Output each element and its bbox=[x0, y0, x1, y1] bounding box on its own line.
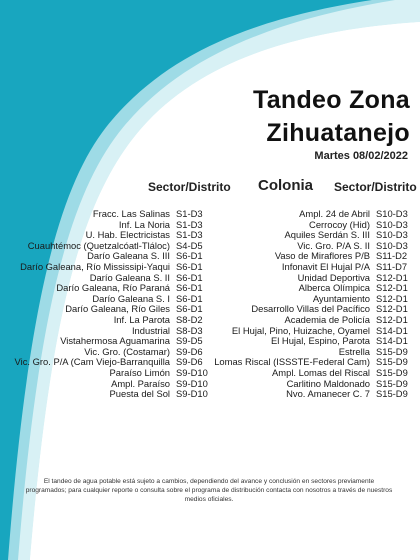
colonia-name: Nvo. Amanecer C. 7 bbox=[286, 388, 370, 400]
sector-code: S15-D9 bbox=[376, 388, 408, 400]
colonia-name: Estrella bbox=[338, 345, 370, 357]
colonia-name: Ampl. 24 de Abril bbox=[299, 208, 370, 219]
footnote-disclaimer: El tandeo de agua potable está sujeto a cambios, dependiendo del avance y conclusión en sectores previamente programados; para cualquier reporte o consulta sobre el programa de distribución contacta con nosotros a través de nuestros medios oficiales. bbox=[25, 478, 393, 503]
colonia-name: Vic. Gro. P/A (Cam Viejo-Barranquilla bbox=[14, 356, 170, 368]
colonia-name: Desarrollo Villas del Pacífico bbox=[251, 303, 370, 315]
page-title-line-2: Zihuatanejo bbox=[266, 119, 410, 147]
header-sector-right: Sector/Distrito bbox=[334, 180, 417, 194]
right-schedule-list bbox=[196, 209, 420, 400]
sector-code: S10-D3 bbox=[376, 218, 408, 230]
colonia-name: Darío Galeana, Río Mississipi-Yaqui bbox=[20, 260, 170, 272]
colonia-name: Darío Galeana S. I bbox=[92, 292, 170, 304]
sector-code: S15-D9 bbox=[376, 356, 408, 368]
colonia-name: El Hujal, Pino, Huizache, Oyamel bbox=[231, 324, 370, 336]
sector-code: S14-D1 bbox=[376, 335, 408, 347]
sector-code: S12-D1 bbox=[376, 303, 408, 315]
colonia-name: Academia de Policía bbox=[284, 313, 370, 325]
sector-code: S6-D1 bbox=[176, 260, 203, 272]
sector-code: S6-D1 bbox=[176, 271, 203, 283]
colonia-name: Inf. La Noria bbox=[118, 218, 170, 230]
sector-code: S4-D5 bbox=[176, 239, 203, 251]
colonia-name: Aquiles Serdán S. III bbox=[284, 229, 370, 241]
colonia-name: Darío Galeana S. III bbox=[87, 250, 170, 262]
sector-code: S9-D10 bbox=[176, 366, 208, 378]
sector-code: S9-D5 bbox=[176, 335, 203, 347]
schedule-date: Martes 08/02/2022 bbox=[314, 150, 408, 162]
colonia-name: Lomas Riscal (ISSSTE-Federal Cam) bbox=[214, 356, 370, 368]
colonia-name: Ayuntamiento bbox=[312, 292, 370, 304]
colonia-name: El Hujal, Espino, Parota bbox=[270, 335, 370, 347]
sector-code: S10-D3 bbox=[376, 239, 408, 251]
sector-code: S1-D3 bbox=[176, 218, 203, 230]
sector-code: S15-D9 bbox=[376, 345, 408, 357]
sector-code: S8-D3 bbox=[176, 324, 203, 336]
colonia-name: Cuauhtémoc (Quetzalcóatl-Tláloc) bbox=[27, 239, 170, 251]
list-item bbox=[196, 315, 420, 326]
sector-code: S12-D1 bbox=[376, 282, 408, 294]
sector-code: S9-D10 bbox=[176, 377, 208, 389]
colonia-name: Paraíso Limón bbox=[109, 366, 170, 378]
sector-code: S6-D1 bbox=[176, 250, 203, 262]
sector-code: S6-D1 bbox=[176, 292, 203, 304]
colonia-name: Unidad Deportiva bbox=[297, 271, 370, 283]
sector-code: S15-D9 bbox=[376, 366, 408, 378]
colonia-name: Darío Galeana S. II bbox=[89, 271, 170, 283]
sector-code: S9-D10 bbox=[176, 388, 208, 400]
list-item bbox=[196, 389, 420, 400]
sector-code: S15-D9 bbox=[376, 377, 408, 389]
colonia-name: Darío Galeana, Río Paraná bbox=[56, 282, 170, 294]
sector-code: S10-D3 bbox=[376, 208, 408, 219]
sector-code: S6-D1 bbox=[176, 282, 203, 294]
colonia-name: Industrial bbox=[131, 324, 170, 336]
colonia-name: Carlitino Maldonado bbox=[286, 377, 370, 389]
sector-code: S11-D7 bbox=[376, 260, 408, 272]
colonia-name: Ampl. Paraíso bbox=[111, 377, 170, 389]
colonia-name: Vic. Gro. P/A S. II bbox=[297, 239, 370, 251]
list-item bbox=[196, 209, 420, 220]
sector-code: S6-D1 bbox=[176, 303, 203, 315]
colonia-name: Inf. La Parota bbox=[113, 313, 170, 325]
sector-code: S10-D3 bbox=[376, 229, 408, 241]
colonia-name: Alberca Olímpica bbox=[298, 282, 370, 294]
colonia-name: Vistahermosa Aguamarina bbox=[60, 335, 170, 347]
colonia-name: Infonavit El Hujal P/A bbox=[281, 260, 370, 272]
sector-code: S12-D1 bbox=[376, 292, 408, 304]
colonia-name: U. Hab. Electricistas bbox=[85, 229, 170, 241]
sector-code: S14-D1 bbox=[376, 324, 408, 336]
sector-code: S12-D1 bbox=[376, 271, 408, 283]
sector-code: S1-D3 bbox=[176, 208, 203, 219]
list-item bbox=[196, 368, 420, 379]
colonia-name: Vaso de Miraflores P/B bbox=[274, 250, 370, 262]
sector-code: S1-D3 bbox=[176, 229, 203, 241]
colonia-name: Cerrocoy (Hid) bbox=[309, 218, 370, 230]
page-title-line-1: Tandeo Zona bbox=[253, 86, 410, 114]
colonia-name: Fracc. Las Salinas bbox=[92, 208, 170, 219]
list-item bbox=[196, 262, 420, 273]
header-colonia: Colonia bbox=[258, 177, 313, 194]
sector-code: S12-D1 bbox=[376, 313, 408, 325]
colonia-name: Darío Galeana, Río Giles bbox=[65, 303, 170, 315]
header-sector-left: Sector/Distrito bbox=[148, 180, 231, 194]
sector-code: S8-D2 bbox=[176, 313, 203, 325]
colonia-name: Puesta del Sol bbox=[109, 388, 170, 400]
sector-code: S9-D6 bbox=[176, 345, 203, 357]
colonia-name: Vic. Gro. (Costamar) bbox=[84, 345, 170, 357]
colonia-name: Ampl. Lomas del Riscal bbox=[272, 366, 370, 378]
sector-code: S9-D6 bbox=[176, 356, 203, 368]
sector-code: S11-D2 bbox=[376, 250, 408, 262]
